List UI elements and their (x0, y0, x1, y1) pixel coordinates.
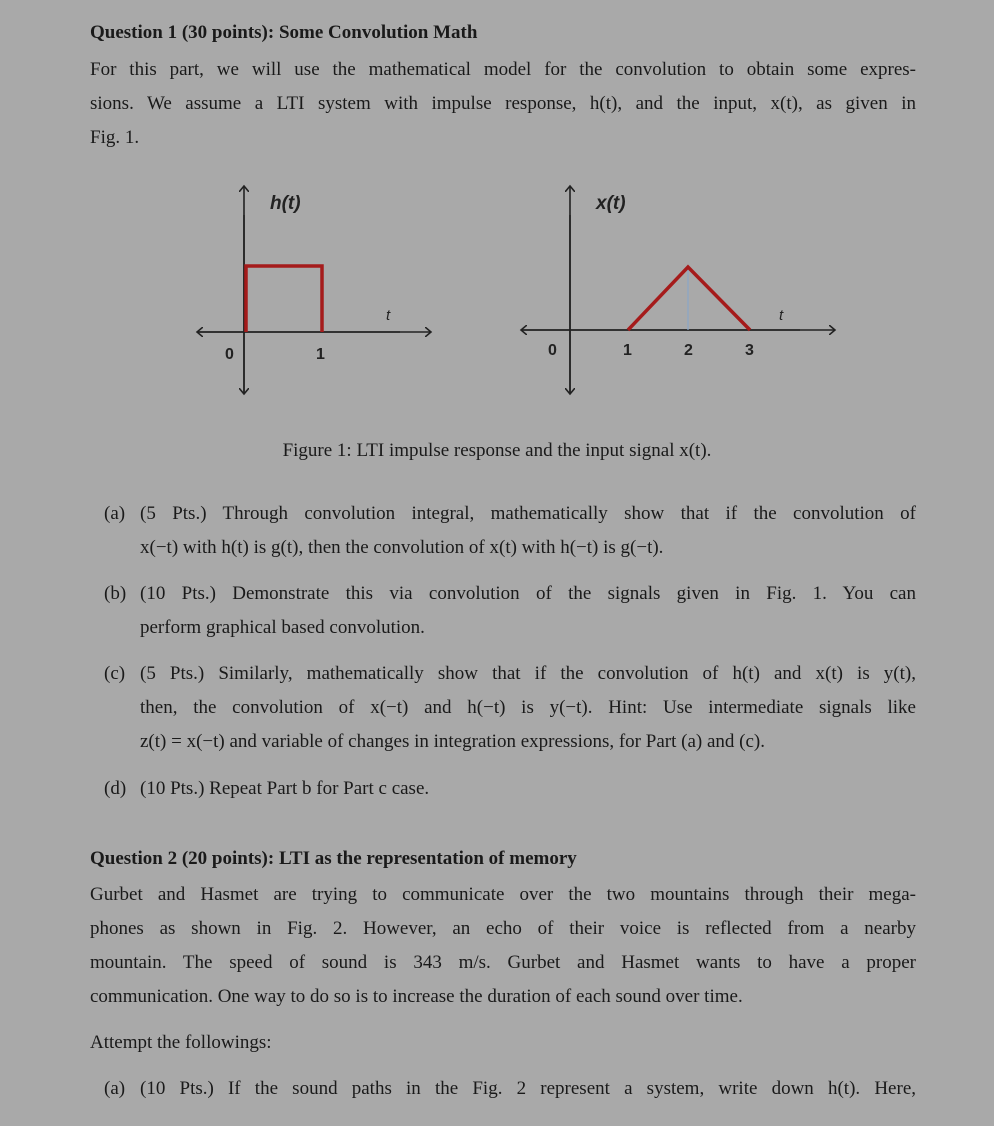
h-rect-pulse (246, 266, 322, 332)
x-label: x(t) (596, 193, 626, 214)
x-tick-0: 0 (548, 342, 557, 359)
h-tick-0: 0 (225, 346, 234, 363)
x-t-plot (522, 187, 834, 393)
figure-1 (0, 175, 994, 435)
q1-part-b (104, 577, 916, 645)
q1-part-c-line-1: (5 Pts.) Similarly, mathematically show that if the convolution of h(t) and x(t) is y(t), (140, 663, 916, 684)
h-t-axis-label: t (386, 307, 391, 324)
q1-intro-line-2: sions. We assume a LTI system with impulse response, h(t), and the input, x(t), as given in (90, 93, 916, 114)
q1-intro-line-1: For this part, we will use the mathematical model for the convolution to obtain some expres- (90, 59, 916, 80)
q1-part-d-line-1: (10 Pts.) Repeat Part b for Part c case. (140, 778, 430, 799)
q2-part-a-line-1: (10 Pts.) If the sound paths in the Fig. 2 represent a system, write down h(t). Here, (140, 1078, 916, 1099)
q1-part-d-label: (d) (104, 778, 127, 799)
q1-part-a (104, 497, 916, 565)
q1-part-c (104, 657, 916, 759)
q1-part-c-label: (c) (104, 663, 126, 684)
question-1-title: Question 1 (30 points): Some Convolution Math (90, 22, 478, 43)
x-tick-3: 3 (745, 342, 754, 359)
q1-part-a-line-2: x(−t) with h(t) is g(t), then the convolution of x(t) with h(−t) is g(−t). (140, 537, 664, 558)
question-2-title: Question 2 (20 points): LTI as the representation of memory (90, 848, 577, 869)
q2-para-line-3: mountain. The speed of sound is 343 m/s. Gurbet and Hasmet wants to have a proper (90, 952, 916, 973)
x-tick-2: 2 (684, 342, 693, 359)
x-t-axis-label: t (779, 307, 784, 324)
q1-part-b-label: (b) (104, 583, 127, 604)
q1-intro-line-3: Fig. 1. (90, 127, 140, 148)
q2-para-line-1: Gurbet and Hasmet are trying to communicate over the two mountains through their mega- (90, 884, 916, 905)
h-t-plot (198, 187, 430, 393)
h-label: h(t) (270, 193, 301, 214)
x-triangle (628, 267, 750, 330)
q1-part-b-line-2: perform graphical based convolution. (140, 617, 425, 638)
q2-attempt-text: Attempt the followings: (90, 1032, 272, 1053)
q1-part-c-line-3: z(t) = x(−t) and variable of changes in integration expressions, for Part (a) and (c). (140, 731, 765, 752)
q2-para-line-2: phones as shown in Fig. 2. However, an echo of their voice is reflected from a nearby (90, 918, 916, 939)
q1-part-a-line-1: (5 Pts.) Through convolution integral, mathematically show that if the convolution of (140, 503, 916, 524)
x-tick-1: 1 (623, 342, 632, 359)
q1-part-a-label: (a) (104, 503, 126, 524)
h-tick-1: 1 (316, 346, 325, 363)
q1-part-d (104, 772, 916, 806)
q2-para-line-4: communication. One way to do so is to increase the duration of each sound over time. (90, 986, 743, 1007)
q1-part-c-line-2: then, the convolution of x(−t) and h(−t) is y(−t). Hint: Use intermediate signals like (140, 697, 916, 718)
q2-part-a-label: (a) (104, 1078, 126, 1099)
figure-1-caption: Figure 1: LTI impulse response and the input signal x(t). (282, 440, 712, 461)
q1-part-b-line-1: (10 Pts.) Demonstrate this via convolution of the signals given in Fig. 1. You can (140, 583, 916, 604)
q2-part-a (104, 1072, 916, 1106)
